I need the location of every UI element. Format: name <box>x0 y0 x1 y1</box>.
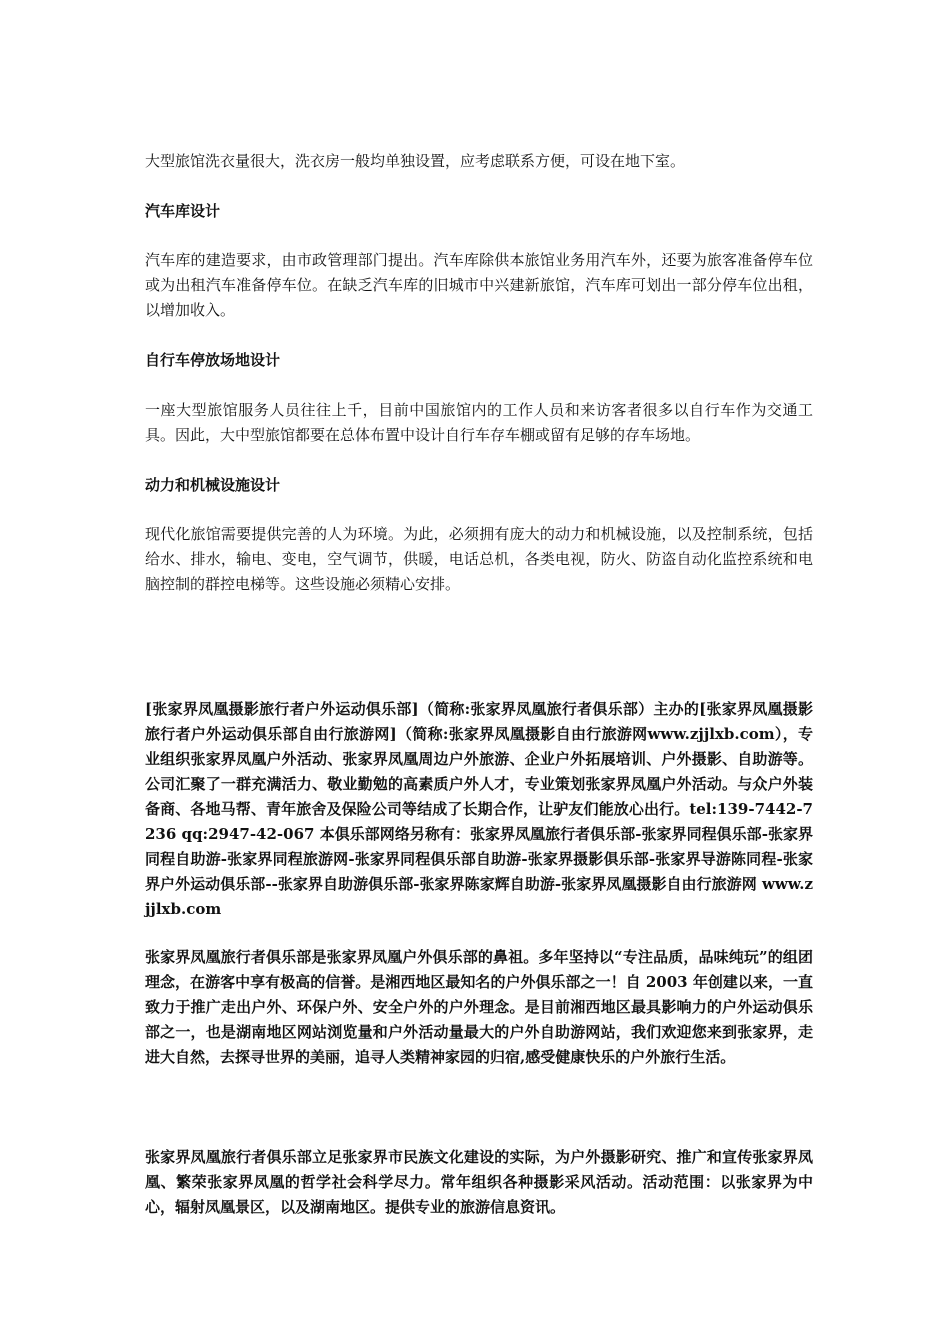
bicycle-heading: 自行车停放场地设计 <box>145 351 281 369</box>
bicycle-paragraph: 一座大型旅馆服务人员往往上千，目前中国旅馆内的工作人员和来访客者很多以自行车作为交通工具。因此，大中型旅馆都要在总体布置中设计自行车存车棚或留有足够的存车场地。 <box>145 401 813 444</box>
garage-heading: 汽车库设计 <box>145 202 221 220</box>
club-mission-paragraph: 张家界凤凰旅行者俱乐部立足张家界市民族文化建设的实际，为户外摄影研究、推广和宣传张家界凤凰、繁荣张家界凤凰的哲学社会科学尽力。常年组织各种摄影采风活动。活动范围：以张家界为中心，辐射凤凰景区，以及湖南地区。提供专业的旅游信息资讯。 <box>145 1148 813 1216</box>
laundry-paragraph: 大型旅馆洗衣量很大，洗衣房一般均单独设置，应考虑联系方便，可设在地下室。 <box>145 152 686 170</box>
power-heading: 动力和机械设施设计 <box>145 476 281 494</box>
document-page <box>145 0 813 1344</box>
power-paragraph: 现代化旅馆需要提供完善的人为环境。为此，必须拥有庞大的动力和机械设施，以及控制系统，包括给水、排水，输电、变电，空气调节，供暖，电话总机，各类电视，防火、防盗自动化监控系统和电脑控制的群控电梯等。这些设施必须精心安排。 <box>145 525 813 593</box>
club-history-paragraph: 张家界凤凰旅行者俱乐部是张家界凤凰户外俱乐部的鼻祖。多年坚持以“专注品质，品味纯玩”的组团理念，在游客中享有极高的信誉。是湘西地区最知名的户外俱乐部之一！自 2003 年创建以来，一直致力于推广走出户外、环保户外、安全户外的户外理念。是目前湘西地区最具影响力的户外运动俱乐部之一，也是湖南地区网站浏览量和户外活动量最大的户外自助游网站，我们欢迎您来到张家界，走进大自然，去探寻世界的美丽，追寻人类精神家园的归宿,感受健康快乐的户外旅行生活。 <box>145 948 813 1066</box>
garage-paragraph: 汽车库的建造要求，由市政管理部门提出。汽车库除供本旅馆业务用汽车外，还要为旅客准备停车位或为出租汽车准备停车位。在缺乏汽车库的旧城市中兴建新旅馆，汽车库可划出一部分停车位出租，以增加收入。 <box>145 251 813 319</box>
club-intro-paragraph: [张家界凤凰摄影旅行者户外运动俱乐部]（简称:张家界凤凰旅行者俱乐部）主办的[张家界凤凰摄影旅行者户外运动俱乐部自由行旅游网]（简称:张家界凤凰摄影自由行旅游网www.zjjlxb.com），专业组织张家界凤凰户外活动、张家界凤凰周边户外旅游、企业户外拓展培训、户外摄影、自助游等。公司汇聚了一群充满活力、敬业勤勉的高素质户外人才，专业策划张家界凤凰户外活动。与众户外装备商、各地马帮、青年旅舍及保险公司等结成了长期合作，让驴友们能放心出行。tel:139-7442-7236 qq:2947-42-067 本俱乐部网络另称有：张家界凤凰旅行者俱乐部-张家界同程俱乐部-张家界同程自助游-张家界同程旅游网-张家界同程俱乐部自助游-张家界摄影俱乐部-张家界导游陈同程-张家界户外运动俱乐部--张家界自助游俱乐部-张家界陈家辉自助游-张家界凤凰摄影自由行旅游网 www.zjjlxb.com <box>145 700 813 918</box>
